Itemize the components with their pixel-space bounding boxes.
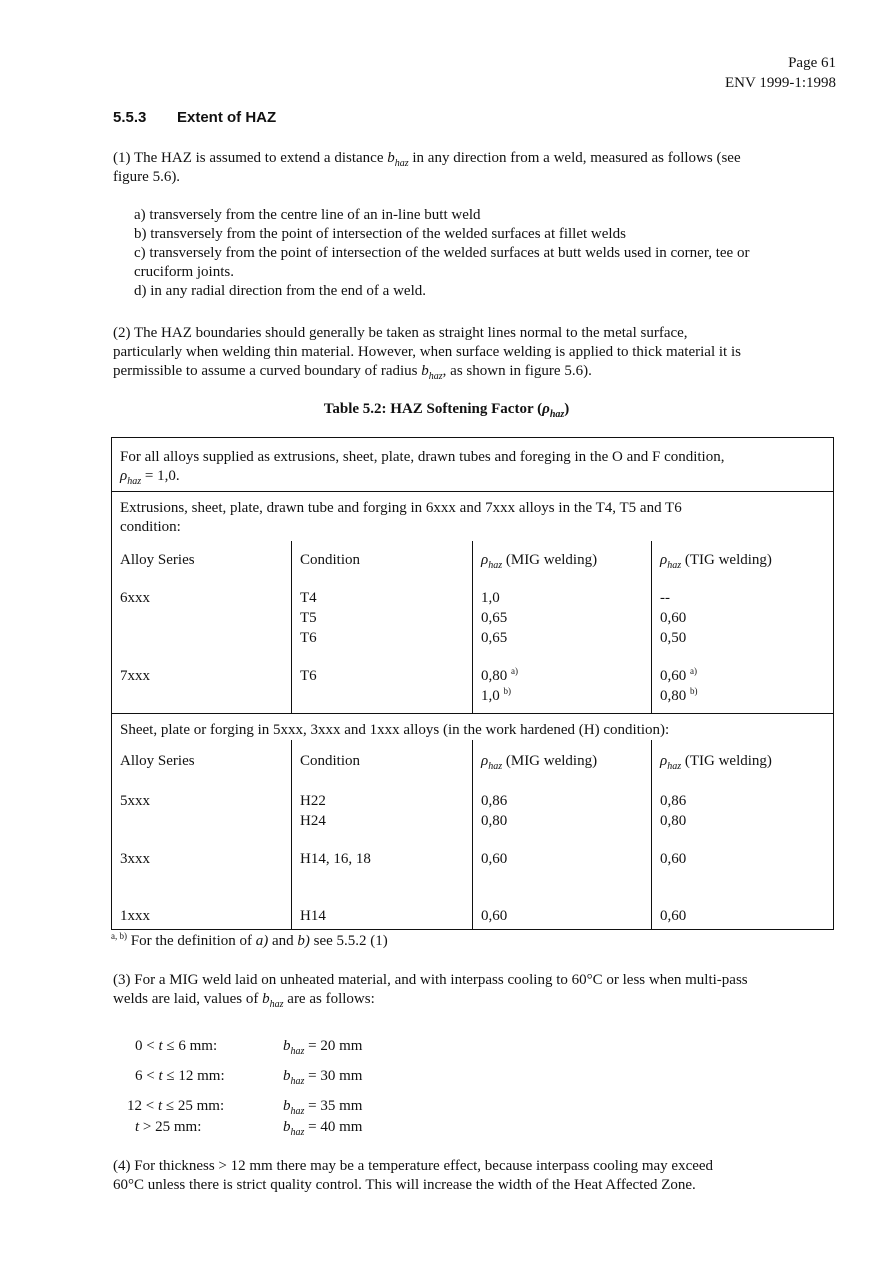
table-note-all-alloys: For all alloys supplied as extrusions, sheet, plate, drawn tubes and foreging in the O and F condition,: [120, 449, 725, 465]
table-note-value: $\rho_{haz} = 1,0$.: [120, 468, 180, 487]
group-1-heading-cont: condition:: [120, 519, 181, 535]
table-footnote: $^{a, b)}$ For the definition of a) and b) see 5.5.2 (1): [111, 931, 388, 949]
column-divider: [651, 541, 652, 713]
table-cell-tig: 0,50: [660, 630, 687, 646]
paragraph-3: (3) For a MIG weld laid on unheated material, and with interpass cooling to 60°C or less when multi-pass welds are laid, values of $b_{haz}$ are as follows:: [113, 972, 748, 1010]
list-item: b) transversely from the point of intersection of the welded surfaces at fillet welds: [134, 226, 626, 242]
column-divider: [472, 740, 473, 930]
table-cell-mig: 0,80: [481, 813, 508, 829]
column-header-alloy: Alloy Series: [120, 753, 195, 769]
table-cell-mig: 0,65: [481, 630, 508, 646]
table-cell-condition: H24: [300, 813, 326, 829]
table-cell-tig: 0,80: [660, 813, 687, 829]
table-cell-mig: 1,0: [481, 590, 500, 606]
table-cell-mig: 0,65: [481, 610, 508, 626]
section-title: Extent of HAZ: [177, 109, 277, 126]
table-cell-alloy: 5xxx: [120, 793, 150, 809]
standard-reference: ENV 1999-1:1998: [725, 75, 836, 91]
table-divider: [112, 491, 833, 492]
column-header-tig: $\rho_{haz}$ (TIG welding): [660, 753, 772, 772]
haz-softening-table: [111, 437, 834, 930]
table-cell-tig: 0,60 $^{a)}$: [660, 666, 697, 684]
table-cell-condition: T6: [300, 668, 317, 684]
paragraph-2: (2) The HAZ boundaries should generally be taken as straight lines normal to the metal surface, particularly when welding thin material. However, when surface welding is applied to thick material it is permissible to assume a curved boundary of radius $b_{haz}$, as shown in figure 5.6).: [113, 325, 741, 382]
column-header-alloy: Alloy Series: [120, 552, 195, 568]
table-cell-mig: 0,80 $^{a)}$: [481, 666, 518, 684]
group-2-heading: Sheet, plate or forging in 5xxx, 3xxx and 1xxx alloys (in the work hardened (H) condition):: [120, 722, 670, 738]
bhaz-equations: 0 < t ≤ 6 mm: $b_{haz} = 20$ mm 6 < t ≤ 12 mm: $b_{haz} = 30$ mm 12 < t ≤ 25 mm: $b_{haz} = 35$ mm t > 25 mm: $b_{haz} = 40$ mm: [127, 1038, 363, 1138]
table-cell-mig: 0,86: [481, 793, 508, 809]
column-header-condition: Condition: [300, 552, 361, 568]
column-divider: [291, 740, 292, 930]
table-cell-alloy: 6xxx: [120, 590, 150, 606]
list-item: a) transversely from the centre line of an in-line butt weld: [134, 207, 481, 223]
table-cell-mig: 1,0 $^{b)}$: [481, 686, 511, 704]
table-cell-condition: T6: [300, 630, 317, 646]
table-caption: Table 5.2: HAZ Softening Factor $(\rho_{haz})$: [323, 401, 570, 420]
column-header-mig: $\rho_{haz}$ (MIG welding): [481, 753, 598, 772]
table-cell-condition: H22: [300, 793, 326, 809]
paragraph-4: (4) For thickness > 12 mm there may be a temperature effect, because interpass cooling may exceed 60°C unless there is strict quality control. This will increase the width of the Heat Affected Zone.: [113, 1158, 714, 1193]
table-cell-alloy: 3xxx: [120, 851, 150, 867]
column-header-tig: $\rho_{haz}$ (TIG welding): [660, 552, 772, 571]
table-cell-condition: H14: [300, 908, 326, 924]
page-number: Page 61: [788, 55, 836, 71]
column-divider: [291, 541, 292, 713]
table-cell-tig: 0,60: [660, 610, 687, 626]
group-1-heading: Extrusions, sheet, plate, drawn tube and forging in 6xxx and 7xxx alloys in the T4, T5 and T6: [120, 500, 682, 516]
list-item: cruciform joints.: [134, 264, 234, 280]
list-item: d) in any radial direction from the end of a weld.: [134, 283, 426, 299]
column-divider: [651, 740, 652, 930]
column-header-condition: Condition: [300, 753, 361, 769]
paragraph-1: (1) The HAZ is assumed to extend a distance $b_{haz}$ in any direction from a weld, measured as follows (see figure 5.6).: [113, 150, 741, 185]
column-header-mig: $\rho_{haz}$ (MIG welding): [481, 552, 598, 571]
table-cell-condition: H14, 16, 18: [300, 851, 371, 867]
list-item: c) transversely from the point of intersection of the welded surfaces at butt welds used in corner, tee or: [134, 245, 750, 261]
table-cell-alloy: 1xxx: [120, 908, 150, 924]
table-cell-alloy: 7xxx: [120, 668, 150, 684]
table-divider: [112, 713, 833, 714]
weld-measurement-list: [134, 206, 838, 301]
table-cell-condition: T5: [300, 610, 317, 626]
table-cell-tig: --: [660, 590, 670, 606]
table-cell-tig: 0,80 $^{b)}$: [660, 686, 698, 704]
table-cell-tig: 0,86: [660, 793, 687, 809]
table-cell-condition: T4: [300, 590, 317, 606]
column-divider: [472, 541, 473, 713]
table-cell-mig: 0,60: [481, 851, 508, 867]
section-heading: [113, 108, 276, 127]
section-number: 5.5.3: [113, 109, 147, 126]
table-cell-mig: 0,60: [481, 908, 508, 924]
table-cell-tig: 0,60: [660, 851, 687, 867]
table-cell-tig: 0,60: [660, 908, 687, 924]
